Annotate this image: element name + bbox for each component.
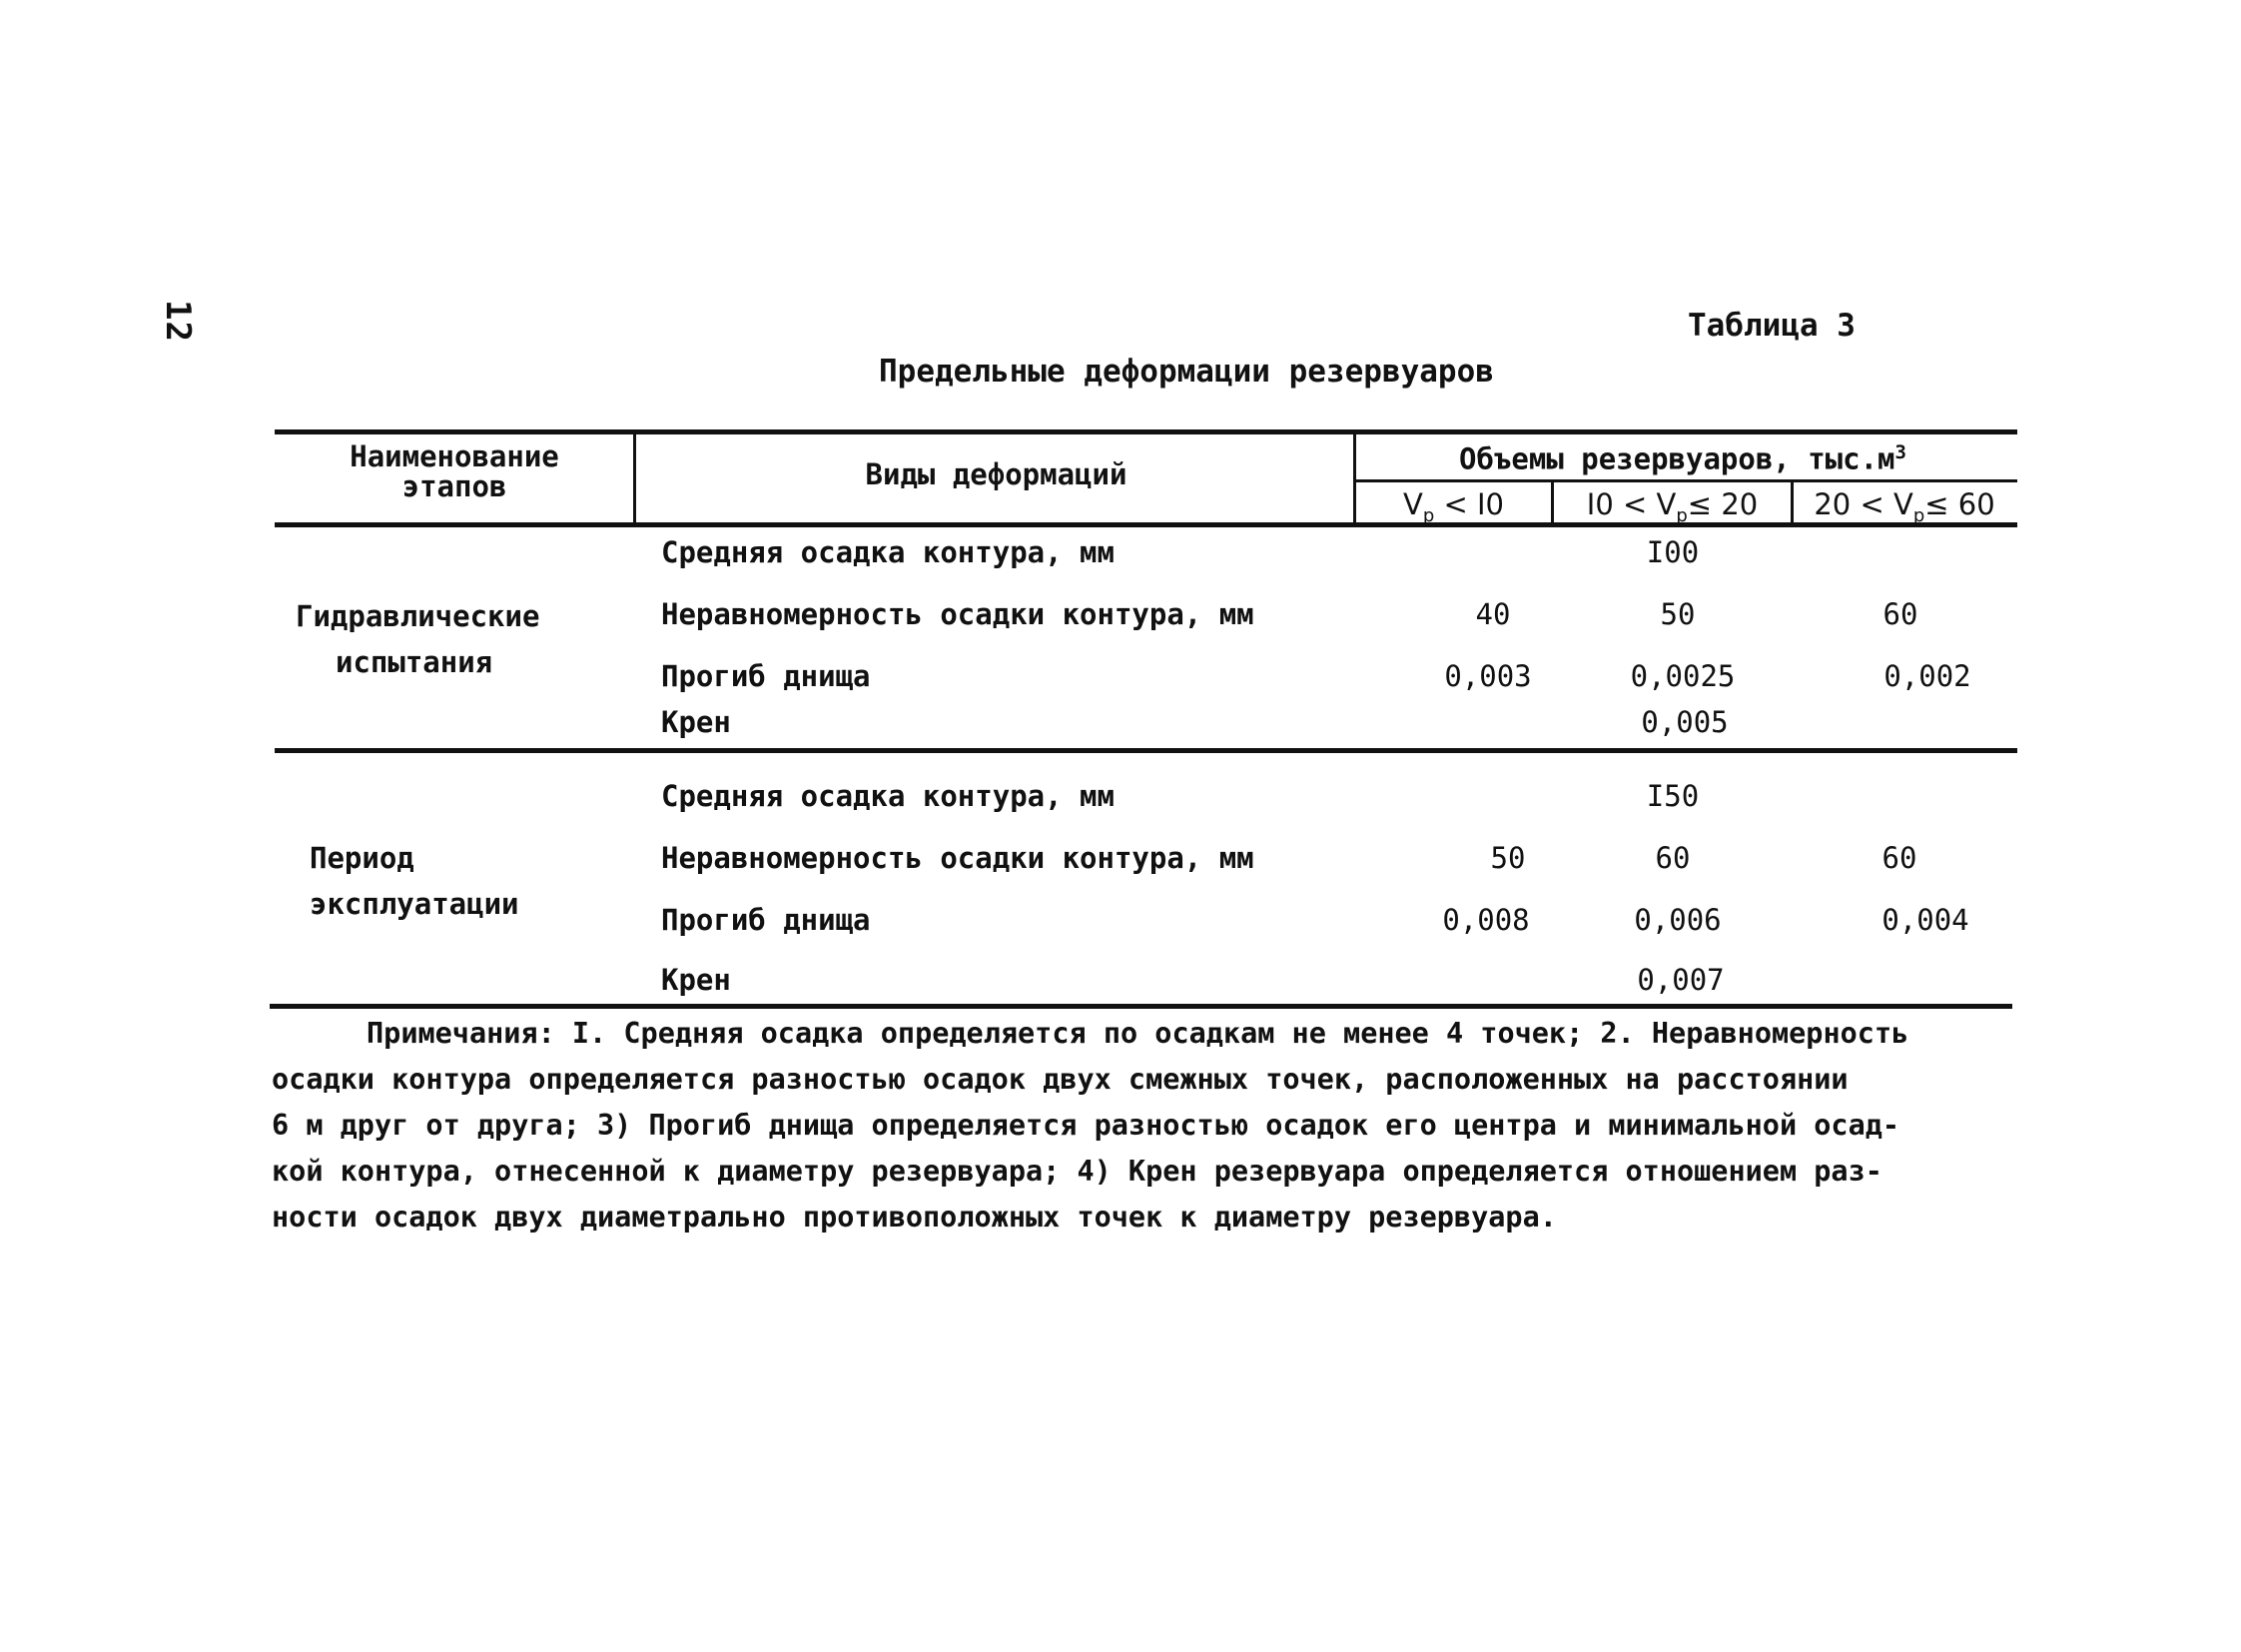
subhead-col3: $20 < V_р\le 60$	[1814, 487, 1995, 526]
value-cell: 50	[1660, 597, 1696, 631]
value-cell: 60	[1882, 597, 1918, 631]
stage-hydraulic-line1: Гидравлические	[296, 599, 540, 633]
volumes-subhead-rule	[1353, 479, 2017, 482]
value-merged: 0,007	[1637, 963, 1725, 997]
stage-operation-period	[310, 835, 519, 927]
table-top-rule	[275, 429, 2017, 434]
row-avg-settlement-1: Средняя осадка контура, мм	[661, 535, 1115, 569]
row-avg-settlement-2: Средняя осадка контура, мм	[661, 779, 1115, 813]
row-bottom-deflection-1: Прогиб днища	[661, 659, 871, 693]
stage-operation-line1: Период	[310, 841, 414, 875]
value-merged: 0,005	[1641, 705, 1729, 739]
header-stages	[275, 441, 634, 501]
notes-line-3: 6 м друг от друга; 3) Прогиб днища определяется разностью осадок его центра и минимальной осад-	[272, 1109, 1900, 1142]
value-cell: 0,002	[1883, 659, 1971, 693]
table-label: Таблица 3	[1688, 308, 1856, 344]
value-cell: 0,006	[1634, 903, 1722, 937]
row-unevenness-1: Неравномерность осадки контура, мм	[661, 597, 1254, 631]
row-unevenness-2: Неравномерность осадки контура, мм	[661, 841, 1254, 875]
subhead-col1: $V_р < I0$	[1402, 487, 1505, 526]
section-divider-rule	[275, 748, 2017, 753]
value-merged: I00	[1646, 535, 1700, 569]
stage-hydraulic-line2: испытания	[336, 645, 493, 679]
header-volumes-sup: 3	[1894, 441, 1906, 463]
header-stages-line2: этапов	[401, 469, 507, 503]
table-bottom-rule	[270, 1004, 2012, 1009]
value-cell: 60	[1881, 841, 1917, 875]
table-title: Предельные деформации резервуаров	[879, 354, 1494, 390]
notes-line-4: кой контура, отнесенной к диаметру резервуара; 4) Крен резервуара определяется отношением раз-	[272, 1155, 1882, 1188]
row-tilt-2: Крен	[661, 963, 731, 997]
value-cell: 0,008	[1442, 903, 1530, 937]
notes-line-2: осадки контура определяется разностью осадок двух смежных точек, расположенных на расстоянии	[272, 1063, 1849, 1096]
value-cell: 60	[1655, 841, 1691, 875]
header-stages-line1: Наименование	[350, 439, 559, 473]
stage-operation-line2: эксплуатации	[310, 887, 519, 921]
notes-line-1: Примечания: I. Средняя осадка определяется по осадкам не менее 4 точек; 2. Неравномерность	[367, 1017, 1909, 1050]
value-cell: 0,0025	[1630, 659, 1736, 693]
notes-line-5: ности осадок двух диаметрально противоположных точек к диаметру резервуара.	[272, 1201, 1557, 1234]
value-cell: 40	[1475, 597, 1511, 631]
page-number: 12	[158, 300, 198, 343]
row-bottom-deflection-2: Прогиб днища	[661, 903, 871, 937]
header-volumes	[1353, 441, 2012, 476]
header-volumes-text: Объемы резервуаров, тыс.м	[1459, 441, 1895, 476]
value-cell: 0,004	[1881, 903, 1969, 937]
value-merged: I50	[1646, 779, 1700, 813]
value-cell: 0,003	[1444, 659, 1532, 693]
row-tilt-1: Крен	[661, 705, 731, 739]
header-deformation-types: Виды деформаций	[865, 457, 1127, 491]
value-cell: 50	[1490, 841, 1526, 875]
subhead-col2: $I0 < V_р\le 20$	[1586, 487, 1759, 526]
stage-hydraulic-tests	[296, 593, 539, 685]
notes	[272, 1011, 2021, 1240]
